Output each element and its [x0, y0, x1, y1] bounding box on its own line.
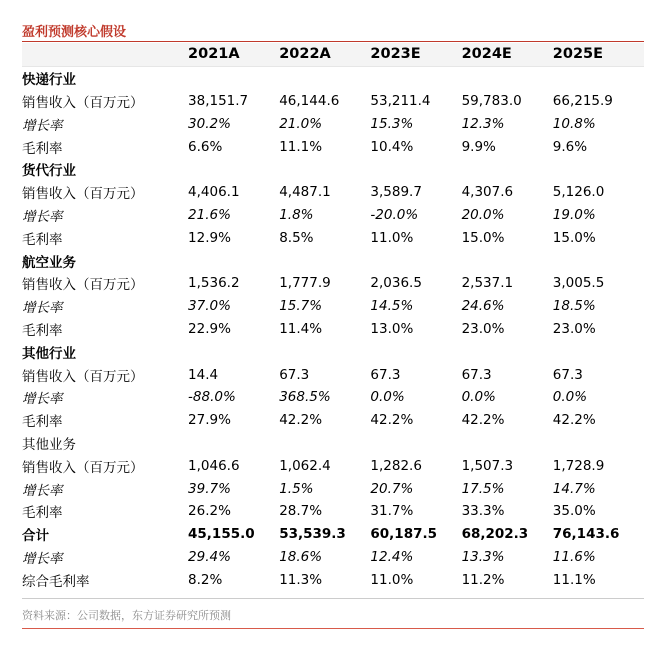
value-cell: 42.2% — [461, 412, 505, 429]
row-label: 增长率 — [22, 482, 63, 499]
margin-row — [22, 318, 644, 341]
value-cell: 11.6% — [552, 548, 596, 565]
value-cell: 68,202.3 — [461, 526, 529, 543]
row-label: 毛利率 — [22, 231, 63, 248]
value-cell: 14.4 — [188, 366, 219, 383]
value-cell: 1.5% — [279, 480, 314, 497]
value-cell: 67.3 — [370, 366, 401, 383]
row-label: 毛利率 — [22, 322, 63, 339]
value-cell — [462, 66, 553, 89]
row-label: 其他业务 — [22, 436, 76, 453]
growth-row — [22, 112, 644, 135]
value-cell: 11.3% — [279, 571, 323, 588]
row-label: 销售收入（百万元） — [22, 368, 144, 385]
value-cell: 67.3 — [279, 366, 310, 383]
value-cell: 1,536.2 — [188, 275, 240, 292]
value-cell: 30.2% — [188, 115, 231, 132]
row-label: 销售收入（百万元） — [22, 94, 144, 111]
table-body — [22, 66, 644, 591]
value-cell — [188, 340, 279, 363]
value-cell — [279, 432, 370, 455]
value-cell — [188, 158, 279, 181]
value-cell: 76,143.6 — [552, 526, 620, 543]
value-cell: 3,005.5 — [552, 275, 605, 292]
row-label: 增长率 — [22, 550, 63, 567]
value-cell: 10.8% — [552, 115, 596, 132]
header-cell: 2024E — [462, 43, 553, 66]
row-label: 增长率 — [22, 300, 63, 317]
value-cell: 18.6% — [279, 548, 323, 565]
value-cell: 37.0% — [188, 298, 231, 315]
section-header-row — [22, 249, 644, 272]
value-cell: 24.6% — [461, 298, 505, 315]
value-cell: 27.9% — [188, 412, 231, 429]
value-cell: 53,539.3 — [279, 526, 346, 543]
value-cell: -88.0% — [188, 389, 236, 406]
row-label: 毛利率 — [22, 414, 63, 431]
value-cell: 2,537.1 — [461, 275, 514, 292]
section-header-row — [22, 340, 644, 363]
value-cell: 11.1% — [279, 138, 323, 155]
value-cell — [188, 432, 279, 455]
value-cell: 11.0% — [370, 571, 414, 588]
header-cell: 2022A — [279, 43, 370, 66]
section-header-row — [22, 158, 644, 181]
value-cell: 28.7% — [279, 503, 323, 520]
value-cell: 59,783.0 — [461, 92, 522, 109]
value-cell: 10.4% — [370, 138, 414, 155]
revenue-row — [22, 272, 644, 295]
value-cell: 14.7% — [552, 480, 596, 497]
value-cell: 0.0% — [370, 389, 405, 406]
revenue-row — [22, 363, 644, 386]
value-cell: 15.0% — [461, 229, 505, 246]
footer-divider — [22, 598, 644, 599]
value-cell: 38,151.7 — [188, 92, 249, 109]
row-label: 货代行业 — [22, 163, 76, 180]
header-row — [22, 43, 644, 66]
margin-row — [22, 500, 644, 523]
source-note: 资料来源：公司数据，东方证券研究所预测 — [22, 609, 231, 622]
value-cell: 8.2% — [188, 571, 223, 588]
growth-row — [22, 386, 644, 409]
row-label: 销售收入（百万元） — [22, 459, 144, 476]
revenue-row — [22, 90, 644, 113]
value-cell: 46,144.6 — [279, 92, 340, 109]
value-cell: 1,062.4 — [279, 457, 331, 474]
row-label: 其他行业 — [22, 345, 76, 362]
value-cell — [462, 340, 553, 363]
margin-row — [22, 226, 644, 249]
row-label: 毛利率 — [22, 505, 63, 522]
value-cell: 22.9% — [188, 320, 231, 337]
value-cell: 1,507.3 — [461, 457, 514, 474]
row-label: 快递行业 — [22, 72, 76, 89]
value-cell — [553, 66, 644, 89]
row-label: 毛利率 — [22, 140, 63, 157]
header-cell: 2025E — [553, 43, 644, 66]
value-cell: 18.5% — [552, 298, 596, 315]
value-cell: 0.0% — [461, 389, 496, 406]
total-row — [22, 523, 644, 546]
value-cell: 60,187.5 — [370, 526, 438, 543]
value-cell — [279, 66, 370, 89]
growth-row — [22, 546, 644, 569]
revenue-row — [22, 454, 644, 477]
value-cell: 67.3 — [461, 366, 492, 383]
value-cell — [370, 158, 461, 181]
growth-row — [22, 204, 644, 227]
value-cell: 11.4% — [279, 320, 323, 337]
margin-row — [22, 568, 644, 591]
value-cell: 42.2% — [279, 412, 323, 429]
value-cell: 1,777.9 — [279, 275, 331, 292]
value-cell — [370, 66, 461, 89]
value-cell: 1,046.6 — [188, 457, 240, 474]
value-cell: 33.3% — [461, 503, 505, 520]
value-cell: 45,155.0 — [188, 526, 255, 543]
value-cell: 9.6% — [552, 138, 588, 155]
value-cell: 53,211.4 — [370, 92, 431, 109]
value-cell: 3,589.7 — [370, 184, 422, 201]
value-cell: 20.7% — [370, 480, 414, 497]
row-label: 航空业务 — [22, 254, 76, 271]
value-cell: 23.0% — [552, 320, 596, 337]
value-cell — [462, 249, 553, 272]
value-cell: 6.6% — [188, 138, 223, 155]
bottom-rule — [22, 628, 644, 629]
value-cell: 39.7% — [188, 480, 231, 497]
value-cell: 11.1% — [552, 571, 596, 588]
value-cell: 11.2% — [461, 571, 505, 588]
section-header-row — [22, 66, 644, 89]
margin-row — [22, 409, 644, 432]
value-cell: 14.5% — [370, 298, 414, 315]
value-cell: 15.3% — [370, 115, 414, 132]
header-cell — [22, 43, 188, 66]
value-cell — [370, 432, 461, 455]
revenue-row — [22, 181, 644, 204]
value-cell: 31.7% — [370, 503, 414, 520]
value-cell: 1,282.6 — [370, 457, 422, 474]
row-label: 合计 — [22, 528, 49, 545]
value-cell: 4,307.6 — [461, 184, 514, 201]
growth-row — [22, 477, 644, 500]
row-label: 增长率 — [22, 208, 63, 225]
value-cell: 13.0% — [370, 320, 414, 337]
value-cell: 368.5% — [279, 389, 331, 406]
value-cell: 4,406.1 — [188, 184, 240, 201]
value-cell — [462, 432, 553, 455]
value-cell — [279, 340, 370, 363]
value-cell: 12.9% — [188, 229, 231, 246]
value-cell: 21.6% — [188, 206, 231, 223]
value-cell: 2,036.5 — [370, 275, 422, 292]
value-cell: 67.3 — [552, 366, 583, 383]
value-cell: 26.2% — [188, 503, 231, 520]
section-header-row — [22, 432, 644, 455]
value-cell — [370, 340, 461, 363]
value-cell — [370, 249, 461, 272]
value-cell: 15.0% — [552, 229, 596, 246]
value-cell — [462, 158, 553, 181]
row-label: 增长率 — [22, 117, 63, 134]
value-cell: 13.3% — [461, 548, 505, 565]
value-cell: 11.0% — [370, 229, 414, 246]
header-cell: 2023E — [370, 43, 461, 66]
value-cell: 35.0% — [552, 503, 596, 520]
value-cell: 42.2% — [552, 412, 596, 429]
value-cell — [553, 432, 644, 455]
value-cell — [188, 249, 279, 272]
value-cell: 4,487.1 — [279, 184, 331, 201]
value-cell: 5,126.0 — [552, 184, 605, 201]
value-cell: 9.9% — [461, 138, 496, 155]
value-cell: 20.0% — [461, 206, 505, 223]
value-cell: 12.4% — [370, 548, 414, 565]
row-label: 综合毛利率 — [22, 573, 90, 590]
value-cell: 42.2% — [370, 412, 414, 429]
row-label: 增长率 — [22, 391, 63, 408]
value-cell: 66,215.9 — [552, 92, 613, 109]
value-cell: 21.0% — [279, 115, 323, 132]
value-cell: 19.0% — [552, 206, 596, 223]
row-label: 销售收入（百万元） — [22, 277, 144, 294]
value-cell: -20.0% — [370, 206, 419, 223]
value-cell: 1.8% — [279, 206, 314, 223]
row-label: 销售收入（百万元） — [22, 186, 144, 203]
forecast-table — [22, 43, 644, 591]
header-cell: 2021A — [188, 43, 279, 66]
value-cell — [553, 249, 644, 272]
value-cell: 0.0% — [552, 389, 588, 406]
value-cell — [188, 66, 279, 89]
value-cell: 8.5% — [279, 229, 314, 246]
value-cell — [279, 158, 370, 181]
table-title: 盈利预测核心假设 — [22, 25, 127, 40]
value-cell: 12.3% — [461, 115, 505, 132]
value-cell — [553, 158, 644, 181]
value-cell — [553, 340, 644, 363]
value-cell: 15.7% — [279, 298, 323, 315]
value-cell — [279, 249, 370, 272]
value-cell: 23.0% — [461, 320, 505, 337]
value-cell: 29.4% — [188, 548, 231, 565]
value-cell: 1,728.9 — [552, 457, 605, 474]
title-divider — [22, 41, 644, 42]
growth-row — [22, 295, 644, 318]
margin-row — [22, 135, 644, 158]
value-cell: 17.5% — [461, 480, 505, 497]
